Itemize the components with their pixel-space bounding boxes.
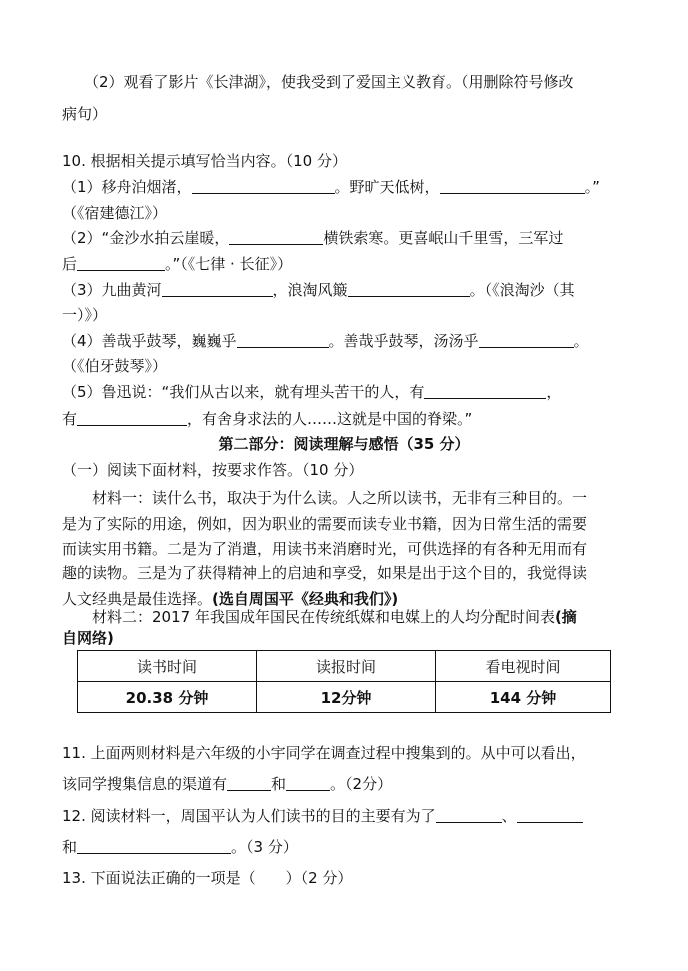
q12-text-a: 12. 阅读材料一，周国平认为人们读书的目的主要有为了	[62, 807, 436, 825]
q11-line2	[62, 774, 392, 794]
q10-item2-blank2[interactable]	[77, 256, 165, 271]
q10-item4-blank1[interactable]	[237, 333, 329, 348]
material1-line4: 趣的读物。三是为了获得精神上的启迪和享受，如果是出于这个目的，我觉得读	[62, 564, 588, 582]
material1-line5	[62, 589, 398, 609]
q9-item2-line1: （2）观看了影片《长津湖》，使我受到了爱国主义教育。（用删除符号修改	[84, 73, 574, 91]
q10-item4-text-b: 。善哉乎鼓琴，汤汤乎	[328, 332, 479, 350]
q10-item4-source: （《伯牙鼓琴》）	[62, 357, 168, 375]
q10-item2-text-a: （2）“金沙水拍云崖暖，	[62, 229, 230, 247]
q10-item1-text-a: （1）移舟泊烟渚，	[62, 178, 192, 196]
q10-item1-text-c: 。”	[584, 178, 600, 196]
q10-item4-text-a: （4）善哉乎鼓琴，巍巍乎	[62, 332, 237, 350]
q10-item3-line2: 一）》）	[62, 306, 108, 324]
q10-item2-line1	[62, 228, 563, 248]
q12-text-c: 和	[62, 838, 78, 856]
q10-item3-text-b: ，浪淘风簸	[272, 281, 348, 299]
q10-item3-blank1[interactable]	[162, 282, 273, 297]
table-cell: 20.38 分钟	[78, 682, 257, 713]
table-header-cell: 看电视时间	[436, 651, 611, 682]
q10-item3-blank2[interactable]	[348, 282, 470, 297]
q10-item1-text-b: 。野旷天低树，	[334, 178, 440, 196]
q11-line1: 11. 上面两则材料是六年级的小宇同学在调查过程中搜集到的。从中可以看出，	[62, 744, 586, 762]
table-cell: 12分钟	[257, 682, 436, 713]
q11-blank1[interactable]	[227, 776, 271, 791]
q10-item3-text-c: 。（《浪淘沙（其	[469, 281, 575, 299]
material2-text: 材料二：2017 年我国成年国民在传统纸媒和电媒上的人均分配时间表	[92, 608, 555, 626]
material1-line1: 材料一：读什么书，取决于为什么读。人之所以读书，无非有三种目的。一	[92, 489, 588, 507]
q10-item5-text-b: 有	[62, 410, 78, 428]
q10-item2-text-c: 后	[62, 255, 78, 273]
q12-blank3[interactable]	[77, 839, 231, 854]
part2-sub1: （一）阅读下面材料，按要求作答。（10 分）	[62, 461, 364, 479]
reading-time-table	[77, 650, 611, 713]
q10-title: 10. 根据相关提示填写恰当内容。（10 分）	[62, 152, 347, 170]
q10-item5-blank1[interactable]	[424, 384, 546, 399]
q10-item1-blank2[interactable]	[440, 179, 585, 194]
table-header-row	[78, 651, 611, 682]
material2-line1	[92, 607, 577, 627]
part2-heading: 第二部分：阅读理解与感悟（35 分）	[218, 435, 470, 453]
material1-source: (选自周国平《经典和我们》)	[212, 590, 399, 608]
q10-item4-text-c: 。	[573, 332, 589, 350]
table-header-cell: 读书时间	[78, 651, 257, 682]
material1-line3: 而读实用书籍。二是为了消遣，用读书来消磨时光，可供选择的有各种无用而有	[62, 540, 588, 558]
q10-item5-blank2[interactable]	[77, 411, 187, 426]
q10-item3-text-a: （3）九曲黄河	[62, 281, 162, 299]
q12-line2	[62, 837, 298, 857]
table-row	[78, 682, 611, 713]
material2-source-a: (摘	[554, 608, 577, 626]
q10-item5-text-c: ，有舍身求法的人……这就是中国的脊梁。”	[187, 410, 473, 428]
q10-item4-blank2[interactable]	[479, 333, 574, 348]
q10-item2-text-d: 。”（《七律 · 长征》）	[165, 255, 293, 273]
material1-text: 人文经典是最佳选择。	[62, 590, 213, 608]
table-cell: 144 分钟	[436, 682, 611, 713]
q11-text-c: 。（2分）	[330, 775, 393, 793]
q10-item2-blank1[interactable]	[229, 230, 323, 245]
material2-source-b: 自网络)	[62, 629, 114, 647]
table-header-cell: 读报时间	[257, 651, 436, 682]
q12-text-b: 、	[501, 807, 517, 825]
q10-item4-line1	[62, 331, 589, 351]
q12-blank2[interactable]	[517, 808, 583, 823]
q10-item5-line2	[62, 409, 472, 429]
q10-item5-line1: （5）鲁迅说：“我们从古以来，就有埋头苦干的人，有 ，	[62, 383, 562, 401]
q11-text-b: 和	[271, 775, 287, 793]
q10-item2-line2	[62, 254, 292, 274]
q10-item1-source: （《宿建德江》）	[62, 204, 168, 222]
material1-line2: 是为了实际的用途，例如，因为职业的需要而读专业书籍，因为日常生活的需要	[62, 515, 588, 533]
q10-item1-blank1[interactable]	[192, 179, 335, 194]
q11-text-a: 该同学搜集信息的渠道有	[62, 775, 228, 793]
q10-item1	[62, 177, 600, 197]
q11-blank2[interactable]	[286, 776, 330, 791]
q12-blank1[interactable]	[436, 808, 502, 823]
q10-item2-text-b: 横铁索寒。更喜岷山千里雪，三军过	[323, 229, 564, 247]
q10-item3-line1	[62, 280, 575, 300]
q10-item5-text-a: （5）鲁迅说：“我们从古以来，就有埋头苦干的人，有	[62, 383, 425, 401]
q9-item2-line2: 病句）	[62, 105, 108, 123]
q12-text-d: 。（3 分）	[231, 838, 298, 856]
q13-line1: 13. 下面说法正确的一项是（ ）（2 分）	[62, 869, 353, 887]
q12-line1	[62, 806, 583, 826]
